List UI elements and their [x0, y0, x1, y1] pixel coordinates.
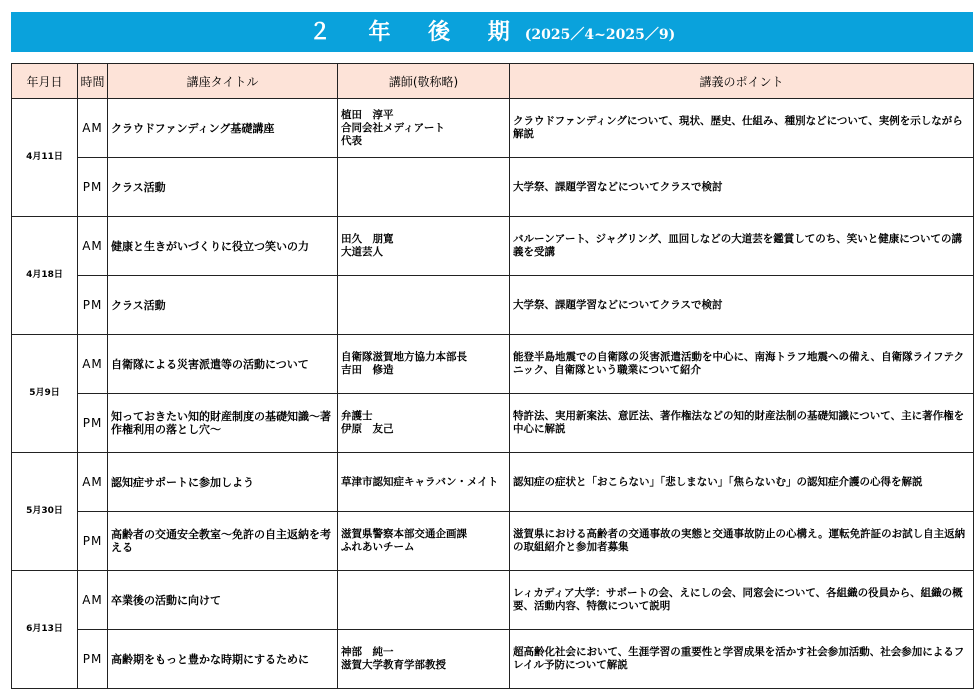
table-row: [12, 394, 974, 453]
course-title-cell: 健康と生きがいづくりに役立つ笑いの力: [108, 217, 338, 276]
lecture-point-cell: 特許法、実用新案法、意匠法、著作権法などの知的財産法制の基礎知識について、主に著作権を中心に解説: [510, 394, 974, 453]
date-cell: 5月9日: [12, 335, 78, 453]
course-title-cell: 高齢者の交通安全教室～免許の自主返納を考える: [108, 512, 338, 571]
lecturer-cell: 弁護士 伊原 友己: [338, 394, 510, 453]
period-cell: AM: [78, 335, 108, 394]
period-cell: PM: [78, 158, 108, 217]
table-row: [12, 217, 974, 276]
period-cell: AM: [78, 99, 108, 158]
date-cell: 4月18日: [12, 217, 78, 335]
lecture-point-cell: 滋賀県における高齢者の交通事故の実態と交通事故防止の心構え。運転免許証のお試し自主返納の取組紹介と参加者募集: [510, 512, 974, 571]
column-header-date: 年月日: [12, 64, 78, 99]
table-row: [12, 512, 974, 571]
column-header-period: 時間: [78, 64, 108, 99]
period-cell: PM: [78, 630, 108, 689]
period-cell: PM: [78, 276, 108, 335]
column-header-point: 講義のポイント: [510, 64, 974, 99]
lecturer-cell: 滋賀県警察本部交通企画課 ふれあいチーム: [338, 512, 510, 571]
course-title-cell: 知っておきたい知的財産制度の基礎知識～著作権利用の落とし穴～: [108, 394, 338, 453]
date-cell: 5月30日: [12, 453, 78, 571]
lecture-point-cell: クラウドファンディングについて、現状、歴史、仕組み、種別などについて、実例を示しながら解説: [510, 99, 974, 158]
course-title-cell: クラス活動: [108, 276, 338, 335]
period-cell: AM: [78, 217, 108, 276]
lecture-point-cell: バルーンアート、ジャグリング、皿回しなどの大道芸を鑑賞してのち、笑いと健康についての講義を受講: [510, 217, 974, 276]
lecturer-cell: 草津市認知症キャラバン・メイト: [338, 453, 510, 512]
lecture-point-cell: 能登半島地震での自衛隊の災害派遣活動を中心に、南海トラフ地震への備え、自衛隊ライフテクニック、自衛隊という職業について紹介: [510, 335, 974, 394]
lecturer-cell: 田久 朋寛 大道芸人: [338, 217, 510, 276]
schedule-table: [11, 63, 974, 689]
course-title-cell: 高齢期をもっと豊かな時期にするために: [108, 630, 338, 689]
lecture-point-cell: レィカディア大学：サポートの会、えにしの会、同窓会について、各組織の役員から、組織の概要、活動内容、特徴について説明: [510, 571, 974, 630]
course-title-cell: 自衛隊による災害派遣等の活動について: [108, 335, 338, 394]
page-title: ２ 年 後 期: [308, 19, 525, 45]
page-term: (2025／4~2025／9): [524, 27, 676, 43]
table-row: [12, 453, 974, 512]
column-header-title: 講座タイトル: [108, 64, 338, 99]
period-cell: PM: [78, 512, 108, 571]
period-cell: AM: [78, 453, 108, 512]
course-title-cell: クラウドファンディング基礎講座: [108, 99, 338, 158]
period-cell: AM: [78, 571, 108, 630]
table-row: [12, 571, 974, 630]
table-row: [12, 630, 974, 689]
lecture-point-cell: 大学祭、課題学習などについてクラスで検討: [510, 276, 974, 335]
table-header-row: [12, 64, 974, 99]
period-cell: PM: [78, 394, 108, 453]
lecturer-cell: 植田 淳平 合同会社メディアート 代表: [338, 99, 510, 158]
lecturer-cell: 神部 純一 滋賀大学教育学部教授: [338, 630, 510, 689]
course-title-cell: クラス活動: [108, 158, 338, 217]
table-row: [12, 99, 974, 158]
lecture-point-cell: 大学祭、課題学習などについてクラスで検討: [510, 158, 974, 217]
course-title-cell: 卒業後の活動に向けて: [108, 571, 338, 630]
lecturer-cell: 自衛隊滋賀地方協力本部長 吉田 修造: [338, 335, 510, 394]
lecture-point-cell: 認知症の症状と「おこらない」「悲しまない」「焦らないむ」の認知症介護の心得を解説: [510, 453, 974, 512]
lecturer-cell: [338, 276, 510, 335]
course-title-cell: 認知症サポートに参加しよう: [108, 453, 338, 512]
page-title-banner: [11, 12, 973, 52]
lecturer-cell: [338, 158, 510, 217]
date-cell: 6月13日: [12, 571, 78, 689]
lecture-point-cell: 超高齢化社会において、生涯学習の重要性と学習成果を活かす社会参加活動、社会参加によるフレイル予防について解説: [510, 630, 974, 689]
table-row: [12, 276, 974, 335]
table-row: [12, 335, 974, 394]
date-cell: 4月11日: [12, 99, 78, 217]
lecturer-cell: [338, 571, 510, 630]
column-header-lecturer: 講師(敬称略): [338, 64, 510, 99]
table-row: [12, 158, 974, 217]
